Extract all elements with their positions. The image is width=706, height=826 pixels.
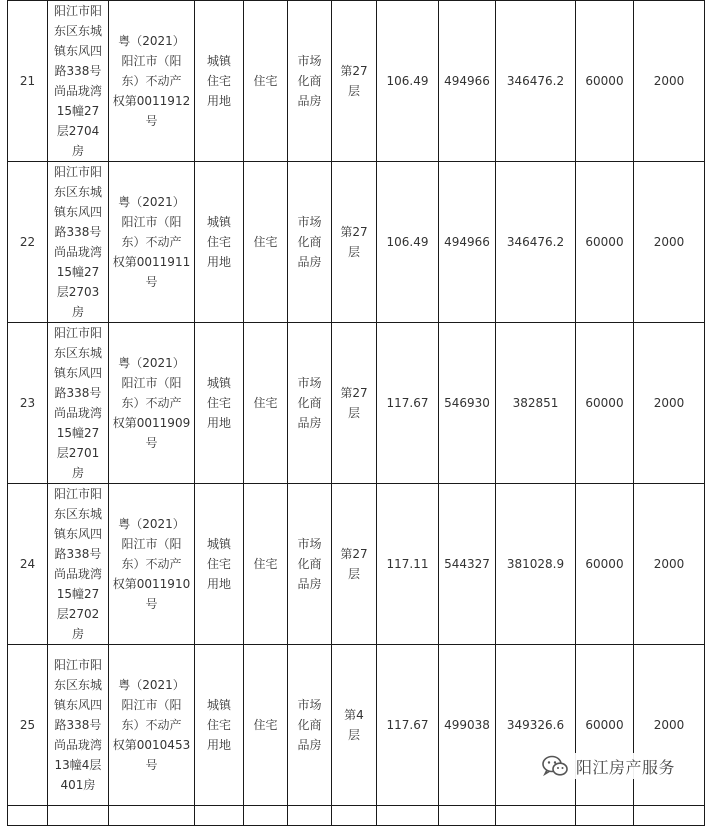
area: 106.49 <box>386 74 429 88</box>
bid-increment-cell <box>634 323 705 484</box>
land-use: 城镇 住宅 用地 <box>206 215 231 269</box>
property-nature: 市场 化商 品房 <box>297 698 322 752</box>
certificate-number-cell <box>109 645 195 806</box>
deposit: 60000 <box>585 235 624 249</box>
assessed-value-cell <box>439 645 496 806</box>
property-nature: 市场 化商 品房 <box>297 537 322 591</box>
assessed-value-cell <box>439 162 496 323</box>
floor: 第27 层 <box>340 386 368 420</box>
table-row <box>8 1 705 162</box>
land-use: 城镇 住宅 用地 <box>206 698 231 752</box>
wechat-icon <box>540 753 570 779</box>
floor-cell <box>332 1 377 162</box>
land-use-cell <box>195 1 244 162</box>
table-row <box>8 484 705 645</box>
starting-price-cell <box>496 323 576 484</box>
certificate-number: 粤（2021） 阳江市（阳 东）不动产 权第0011912 号 <box>112 34 191 128</box>
property-nature: 市场 化商 品房 <box>297 54 322 108</box>
area: 117.67 <box>386 718 429 732</box>
usage: 住宅 <box>253 74 278 88</box>
row-number-cell <box>8 484 48 645</box>
certificate-number-cell <box>109 1 195 162</box>
area: 106.49 <box>386 235 429 249</box>
row-number: 25 <box>19 718 36 732</box>
deposit-cell <box>576 484 634 645</box>
property-address-cell <box>48 645 109 806</box>
deposit: 60000 <box>585 74 624 88</box>
property-nature-cell <box>288 323 332 484</box>
property-nature-cell <box>288 645 332 806</box>
land-use: 城镇 住宅 用地 <box>206 537 231 591</box>
partial-cell <box>576 806 634 826</box>
certificate-number: 粤（2021） 阳江市（阳 东）不动产 权第0011910 号 <box>112 517 191 611</box>
row-number: 21 <box>19 74 36 88</box>
property-address: 阳江市阳 东区东城 镇东风四 路338号 尚品珑湾 15幢27 层2702 房 <box>53 487 102 641</box>
usage-cell <box>244 484 288 645</box>
starting-price-cell <box>496 645 576 806</box>
floor: 第4 层 <box>344 708 364 742</box>
land-use: 城镇 住宅 用地 <box>206 376 231 430</box>
area-cell <box>377 1 439 162</box>
property-listing-table <box>7 0 705 826</box>
land-use-cell <box>195 484 244 645</box>
property-address: 阳江市阳 东区东城 镇东风四 路338号 尚品珑湾 13幢4层 401房 <box>53 658 102 792</box>
property-address: 阳江市阳 东区东城 镇东风四 路338号 尚品珑湾 15幢27 层2701 房 <box>53 326 102 480</box>
property-address-cell <box>48 484 109 645</box>
usage-cell <box>244 162 288 323</box>
bid-increment-cell <box>634 1 705 162</box>
partial-cell <box>377 806 439 826</box>
usage: 住宅 <box>253 557 278 571</box>
area: 117.11 <box>386 557 429 571</box>
property-address-cell <box>48 1 109 162</box>
table-row-partial <box>8 806 705 826</box>
partial-cell <box>439 806 496 826</box>
certificate-number-cell <box>109 323 195 484</box>
row-number-cell <box>8 1 48 162</box>
certificate-number: 粤（2021） 阳江市（阳 东）不动产 权第0011911 号 <box>112 195 191 289</box>
property-address-cell <box>48 323 109 484</box>
certificate-number-cell <box>109 484 195 645</box>
partial-cell <box>8 806 48 826</box>
deposit: 60000 <box>585 396 624 410</box>
starting-price: 346476.2 <box>506 74 565 88</box>
bid-increment-cell <box>634 162 705 323</box>
assessed-value: 494966 <box>444 74 490 88</box>
floor-cell <box>332 162 377 323</box>
property-address: 阳江市阳 东区东城 镇东风四 路338号 尚品珑湾 15幢27 层2704 房 <box>53 4 102 158</box>
row-number: 22 <box>19 235 36 249</box>
assessed-value-cell <box>439 323 496 484</box>
property-nature: 市场 化商 品房 <box>297 215 322 269</box>
deposit-cell <box>576 645 634 806</box>
row-number: 24 <box>19 557 36 571</box>
land-use-cell <box>195 645 244 806</box>
partial-cell <box>109 806 195 826</box>
usage-cell <box>244 1 288 162</box>
partial-cell <box>48 806 109 826</box>
assessed-value: 544327 <box>444 557 490 571</box>
floor: 第27 层 <box>340 225 368 259</box>
bid-increment: 2000 <box>653 235 685 249</box>
assessed-value-cell <box>439 484 496 645</box>
deposit-cell <box>576 323 634 484</box>
land-use: 城镇 住宅 用地 <box>206 54 231 108</box>
assessed-value-cell <box>439 1 496 162</box>
deposit-cell <box>576 162 634 323</box>
property-address: 阳江市阳 东区东城 镇东风四 路338号 尚品珑湾 15幢27 层2703 房 <box>53 165 102 319</box>
deposit-cell <box>576 1 634 162</box>
starting-price: 382851 <box>512 396 559 410</box>
usage-cell <box>244 645 288 806</box>
bid-increment: 2000 <box>653 74 685 88</box>
floor-cell <box>332 645 377 806</box>
property-nature-cell <box>288 484 332 645</box>
property-address-cell <box>48 162 109 323</box>
certificate-number: 粤（2021） 阳江市（阳 东）不动产 权第0011909 号 <box>112 356 191 450</box>
usage: 住宅 <box>253 718 278 732</box>
usage: 住宅 <box>253 396 278 410</box>
certificate-number-cell <box>109 162 195 323</box>
row-number-cell <box>8 162 48 323</box>
row-number-cell <box>8 645 48 806</box>
partial-cell <box>634 806 705 826</box>
area-cell <box>377 645 439 806</box>
property-nature-cell <box>288 1 332 162</box>
area: 117.67 <box>386 396 429 410</box>
starting-price-cell <box>496 484 576 645</box>
table-row <box>8 323 705 484</box>
starting-price: 349326.6 <box>506 718 565 732</box>
bid-increment-cell <box>634 645 705 806</box>
table-row <box>8 162 705 323</box>
starting-price-cell <box>496 1 576 162</box>
bid-increment-cell <box>634 484 705 645</box>
partial-cell <box>332 806 377 826</box>
property-nature-cell <box>288 162 332 323</box>
starting-price: 346476.2 <box>506 235 565 249</box>
area-cell <box>377 162 439 323</box>
certificate-number: 粤（2021） 阳江市（阳 东）不动产 权第0010453 号 <box>112 678 191 772</box>
assessed-value: 499038 <box>444 718 490 732</box>
watermark <box>540 753 700 779</box>
floor: 第27 层 <box>340 64 368 98</box>
assessed-value: 546930 <box>444 396 490 410</box>
partial-cell <box>244 806 288 826</box>
partial-cell <box>288 806 332 826</box>
usage: 住宅 <box>253 235 278 249</box>
row-number: 23 <box>19 396 36 410</box>
deposit: 60000 <box>585 557 624 571</box>
floor-cell <box>332 323 377 484</box>
bid-increment: 2000 <box>653 718 685 732</box>
floor: 第27 层 <box>340 547 368 581</box>
land-use-cell <box>195 162 244 323</box>
usage-cell <box>244 323 288 484</box>
bid-increment: 2000 <box>653 557 685 571</box>
land-use-cell <box>195 323 244 484</box>
partial-cell <box>496 806 576 826</box>
watermark-text: 阳江房产服务 <box>576 757 676 777</box>
starting-price-cell <box>496 162 576 323</box>
assessed-value: 494966 <box>444 235 490 249</box>
area-cell <box>377 323 439 484</box>
starting-price: 381028.9 <box>506 557 565 571</box>
deposit: 60000 <box>585 718 624 732</box>
table-row <box>8 645 705 806</box>
area-cell <box>377 484 439 645</box>
row-number-cell <box>8 323 48 484</box>
partial-cell <box>195 806 244 826</box>
floor-cell <box>332 484 377 645</box>
property-nature: 市场 化商 品房 <box>297 376 322 430</box>
bid-increment: 2000 <box>653 396 685 410</box>
